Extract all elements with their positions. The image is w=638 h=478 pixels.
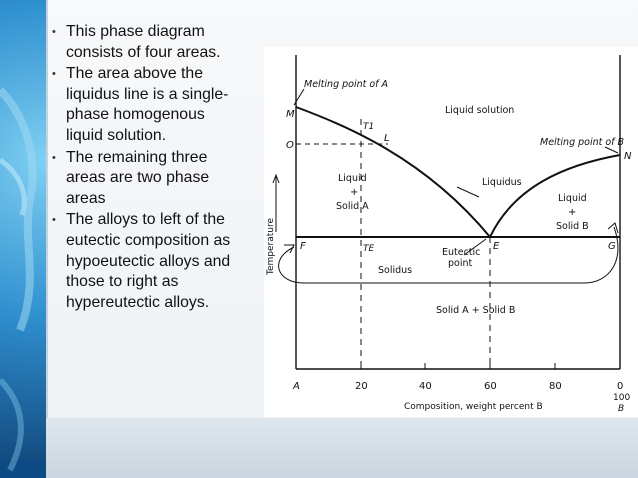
temperature-axis-label: Temperature [266, 217, 276, 275]
bullet-text: This phase diagram consists of four areas. [66, 23, 221, 61]
point-te-label: TE [363, 244, 375, 254]
tick-label-20: 20 [355, 381, 368, 392]
panel-footer-band [46, 418, 638, 478]
bullet-list [50, 22, 246, 314]
bullet-icon: • [52, 68, 56, 81]
tick-label-60: 60 [484, 381, 497, 392]
point-t1-label: T1 [363, 122, 375, 132]
point-e-label: E [493, 241, 500, 252]
phase-diagram-svg [264, 47, 638, 417]
eutectic-point-label: point [448, 258, 473, 269]
bullet-icon: • [52, 214, 56, 227]
point-l-label: L [384, 133, 390, 144]
eutectic-label: Eutectic [442, 247, 481, 258]
solid-a-plus-b-label: Solid A + Solid B [436, 305, 516, 316]
right-solid-b-label: Solid B [556, 221, 589, 232]
bullet-icon: • [52, 26, 56, 38]
left-plus-label: + [350, 187, 359, 198]
arrow-head-left [284, 245, 294, 253]
left-solid-a-label: Solid A [336, 201, 369, 212]
point-m-label: M [286, 109, 295, 120]
bullet-item [50, 210, 246, 313]
right-plus-label: + [568, 207, 577, 218]
tick-label-0: 0 [617, 381, 624, 392]
point-o-label: O [286, 140, 294, 151]
bullet-item [50, 148, 246, 210]
liquid-solution-label: Liquid solution [445, 105, 515, 116]
bullet-icon: • [52, 151, 56, 164]
right-liquid-label: Liquid [558, 193, 587, 204]
left-liquid-label: Liquid [338, 173, 367, 184]
liquidus-right [490, 155, 620, 237]
bullet-text: The remaining three areas are two phase areas [66, 148, 210, 207]
phase-diagram [264, 47, 638, 417]
melting-point-a-label: Melting point of A [304, 79, 389, 90]
bullet-item [50, 22, 246, 63]
bullet-item [50, 64, 246, 146]
leader-liquidus [457, 187, 479, 197]
tick-label-a: A [293, 381, 300, 392]
point-g-label: G [608, 241, 616, 252]
arrow-head-right [608, 223, 618, 233]
solidus-label: Solidus [378, 265, 413, 276]
tick-label-40: 40 [419, 381, 432, 392]
tick-label-100: 100 [613, 393, 631, 403]
bullet-text: The area above the liquidus line is a single-phase homogenous liquid solution. [66, 65, 229, 144]
point-f-label: F [300, 241, 306, 252]
tick-label-b: B [618, 404, 625, 414]
liquidus-label: Liquidus [482, 177, 522, 188]
composition-axis-label: Composition, weight percent B [404, 402, 543, 412]
bullet-text: The alloys to left of the eutectic composition as hypoeutectic alloys and those to right as hypereutectic alloys. [66, 211, 231, 311]
tick-label-80: 80 [549, 381, 562, 392]
liquidus-left [296, 107, 490, 237]
point-n-label: N [624, 151, 632, 162]
melting-point-b-label: Melting point of B [540, 137, 625, 148]
